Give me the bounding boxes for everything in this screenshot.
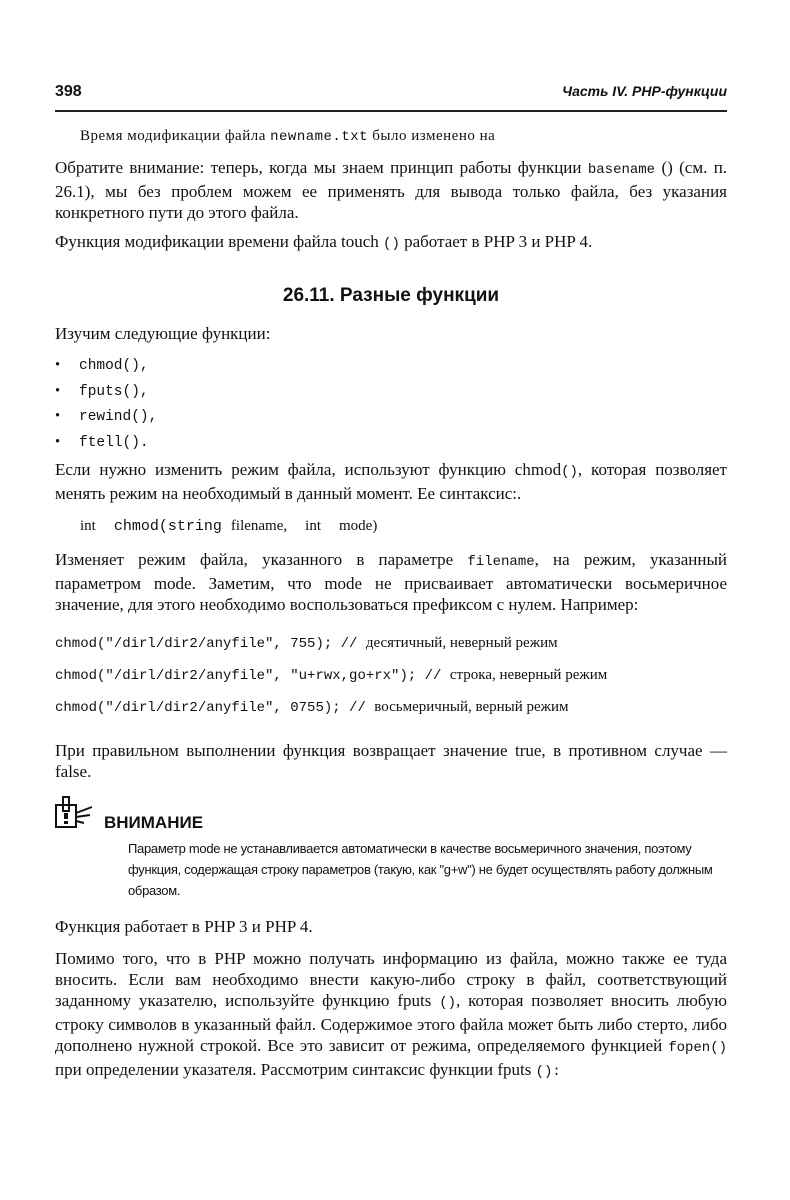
code-example-comment: строка, неверный режим (449, 667, 608, 683)
paragraph-fputs (55, 948, 727, 1083)
bullet-dot: • (55, 433, 61, 450)
code-example-comment: десятичный, неверный режим (365, 635, 558, 651)
list-item (55, 353, 157, 379)
paragraph-basename (55, 157, 727, 223)
para8-text-c: при определении указателя. Рассмотрим синтаксис функции fputs (55, 1060, 532, 1079)
bullet-dot: • (55, 382, 61, 399)
para1-code: basename (587, 162, 656, 178)
section-title: 26.11. Разные функции (282, 285, 500, 306)
code-example-comment: восьмеричный, верный режим (374, 699, 569, 715)
para2-text-a: Функция модификации времени файла touch (55, 232, 379, 251)
page-number: 398 (55, 83, 82, 100)
para1-text-a: Обратите внимание: теперь, когда мы знаем принцип работы функции (55, 158, 582, 177)
paragraph-intro: Изучим следующие функции: (55, 324, 271, 343)
header-rule (55, 110, 727, 112)
para2-text-b: работает в PHP 3 и PHP 4. (404, 232, 593, 251)
hand-pointing-icon (54, 795, 94, 831)
list-item (55, 404, 157, 430)
para8-code2: fopen() (668, 1040, 727, 1056)
code-example (55, 667, 735, 684)
para2-code: () (383, 236, 400, 252)
syntax-fn: chmod(string (113, 518, 222, 535)
syntax-type: int (80, 518, 96, 534)
para4-code: () (561, 464, 578, 480)
code-example-code: chmod("/dirl/dir2/anyfile", 0755); // (55, 700, 366, 716)
code-example-code: chmod("/dirl/dir2/anyfile", 755); // (55, 636, 358, 652)
output-filename: newname.txt (270, 129, 369, 145)
warning-title: ВНИМАНИЕ (104, 813, 204, 832)
code-example-code: chmod("/dirl/dir2/anyfile", "u+rwx,go+rx"); // (55, 668, 442, 684)
para4-text-a: Если нужно изменить режим файла, используют функцию chmod (55, 460, 562, 479)
output-text: Время модификации файла (80, 128, 266, 144)
list-item (55, 379, 157, 405)
list-item-label: rewind(), (79, 409, 158, 425)
code-example (55, 699, 735, 716)
warning-text (128, 838, 728, 901)
para5-text-a: Изменяет режим файла, указанного в параметре (55, 550, 454, 569)
para1-text-c: (см. п. 26.1), мы без проблем можем ее применять для вывода только файла, без указания конкретного пути до этого файла. (55, 158, 728, 222)
syntax-param2: mode) (339, 518, 378, 534)
code-example (55, 635, 735, 652)
list-item-label: fputs(), (79, 383, 149, 400)
syntax-param1: filename, (230, 518, 288, 534)
para8-text-a: Помимо того, что в PHP можно получать информацию из файла, можно также ее туда вносить. Если вам необходимо внести какую-либо строку в файл, соответствующий заданному указателю, используйте функцию fputs (55, 949, 727, 1010)
syntax-type2: int (305, 518, 321, 534)
para4-text-b: , которая позволяет менять режим на необходимый в данный момент. Ее синтаксис:. (55, 460, 727, 503)
paragraph-chmod (55, 459, 727, 504)
chmod-syntax (80, 518, 760, 535)
paragraph-touch (55, 231, 727, 255)
list-item-label: chmod(), (79, 358, 149, 374)
para8-code3: (): (535, 1064, 561, 1080)
bullet-dot: • (55, 357, 61, 373)
list-item (55, 430, 157, 456)
para8-text-b: , которая позволяет вносить любую строку символов в указанный файл. Содержимое этого файла может быть либо стерто, либо дополнено нужной строкой. Все это зависит от режима, определяемого функцией (55, 991, 728, 1055)
list-item-label: ftell(). (79, 434, 149, 451)
para1-text-b: () (661, 158, 673, 177)
para5-code: filename (467, 554, 535, 570)
paragraph-php-versions: Функция работает в PHP 3 и PHP 4. (55, 917, 313, 936)
para5-text-b: , на режим, указанный параметром mode. Заметим, что mode не присваивает автоматически восьмеричное значение, для этого необходимо воспользоваться префиксом с нулем. Например: (55, 550, 727, 614)
warning-body: Параметр mode не устанавливается автоматически в качестве восьмеричного значения, поэтому функция, содержащая строку параметров (такую, как "g+w") не будет осуществлять работу должным образом. (128, 841, 713, 898)
paragraph-mode (55, 549, 727, 615)
para8-code1: () (439, 995, 457, 1011)
function-list (55, 353, 157, 455)
bullet-dot: • (55, 408, 61, 424)
output-text-end: было изменено на (372, 128, 496, 144)
paragraph-return: При правильном выполнении функция возвращает значение true, в противном случае — false. (55, 741, 727, 781)
modification-output-line (80, 126, 752, 148)
running-head: Часть IV. PHP-функции (562, 83, 727, 99)
page-header (55, 83, 727, 105)
